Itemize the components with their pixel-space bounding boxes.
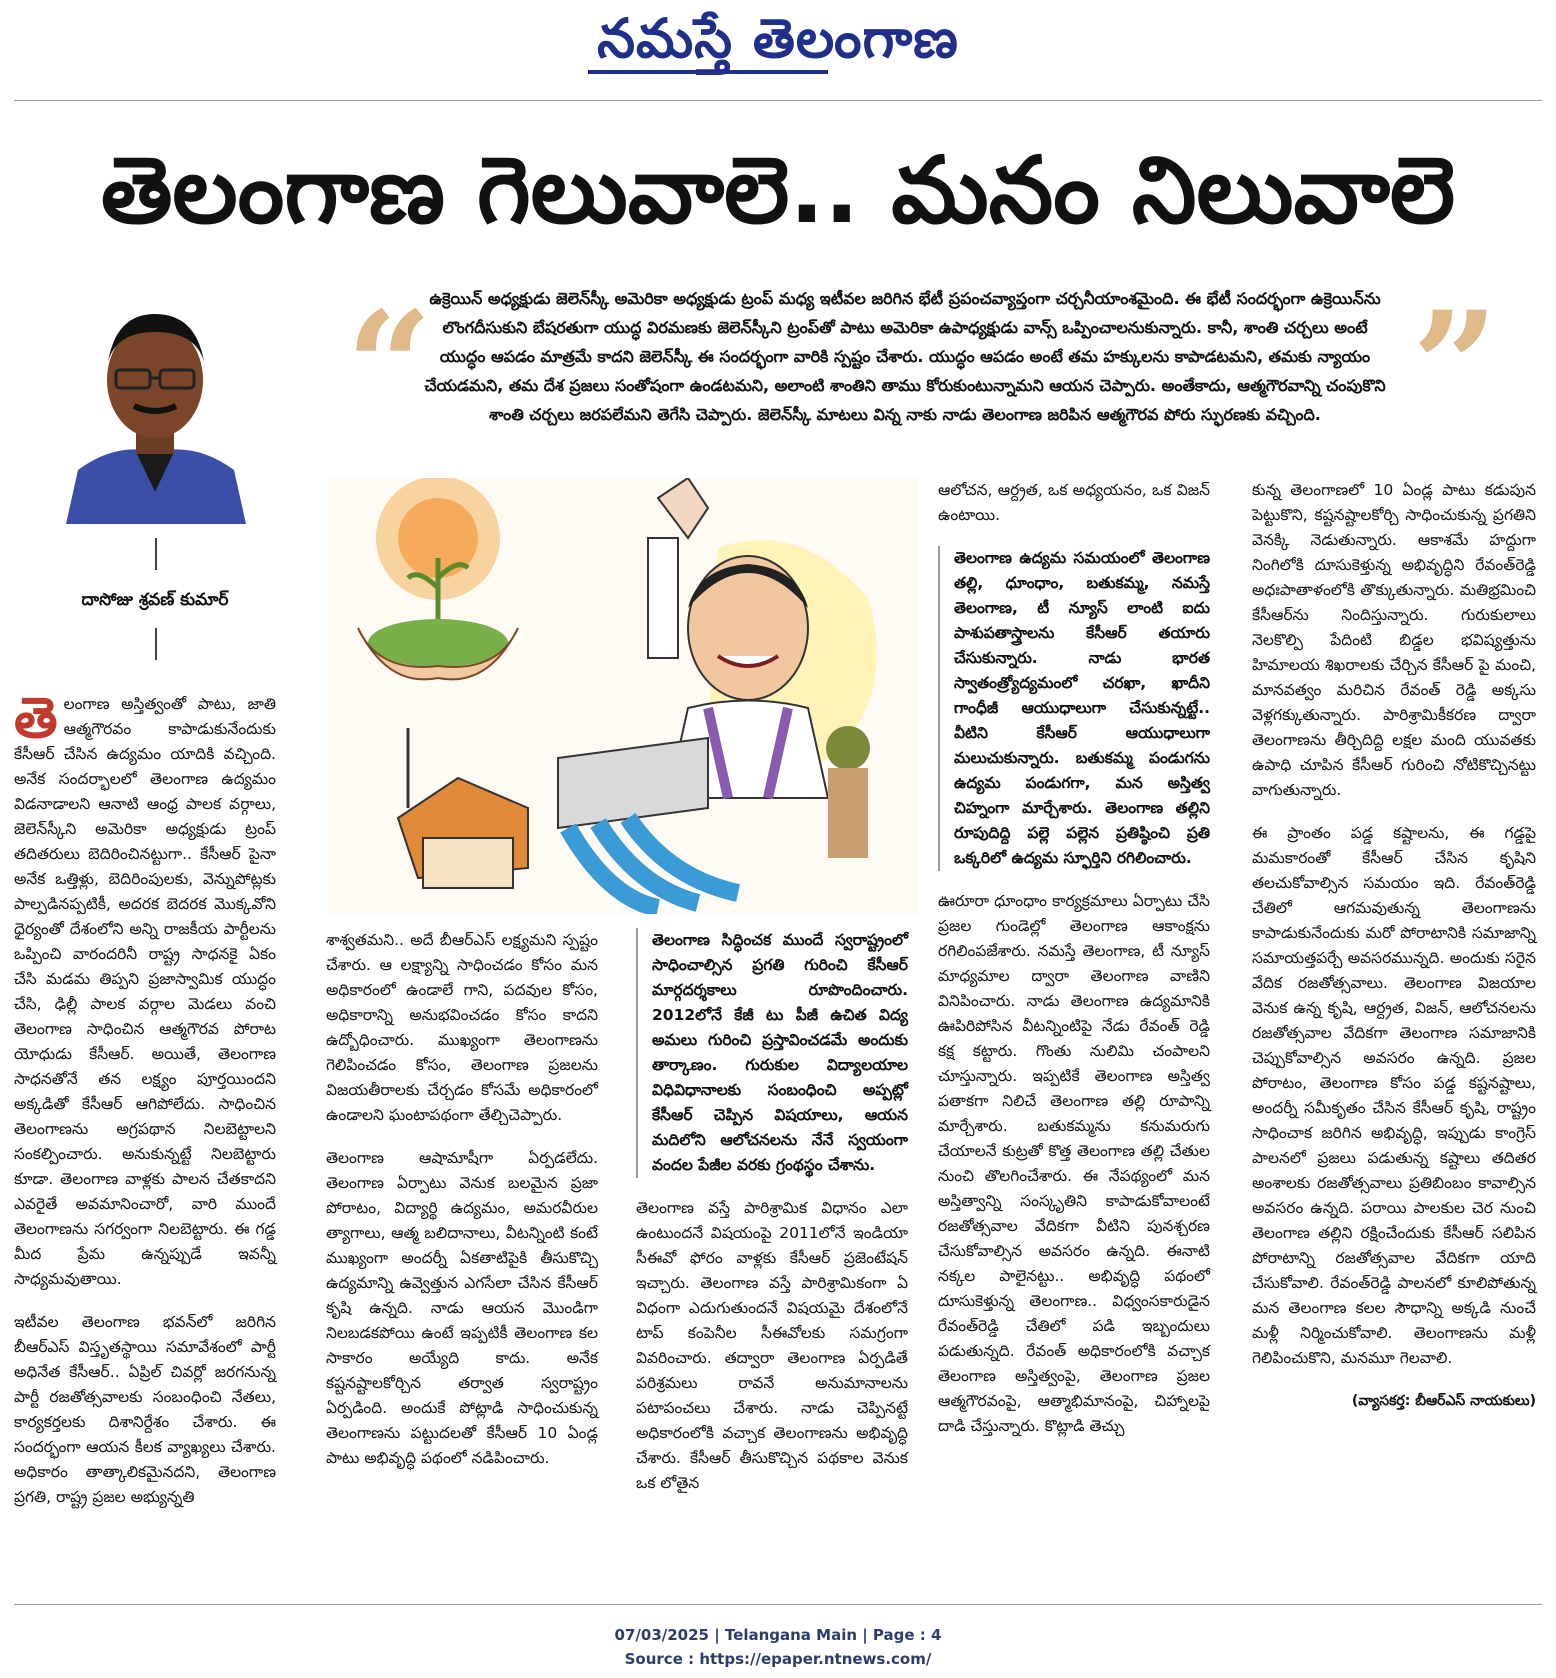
top-divider [14, 100, 1542, 101]
footer-date-line: 07/03/2025 | Telangana Main | Page : 4 [614, 1626, 942, 1644]
article-column-4 [938, 478, 1210, 1457]
masthead-title: నమస్తే తెలంగాణ [597, 6, 959, 70]
article-column-3 [636, 928, 908, 1514]
col5-paragraph-2: ఈ ప్రాంతం పడ్డ కష్టాలను, ఈ గడ్డపై మమకారంతో కేసీఆర్ చేసిన కృషిని తలచుకోవాల్సిన సమయం ఇది. రేవంత్‌రెడ్డి చేతిలో ఆగమవుతున్న తెలంగాణను కాపాడుకునేందుకు మరో పోరాటానికి సమాజాన్ని సమాయత్తపర్చే అవసరమున్నది. అందుకు సరైన వేదిక రజతోత్సవాలు. తెలంగాణ విజయాల వెనుక ఉన్న కృషి, ఆర్ద్రత, విజన్, ఆలోచనలను రజతోత్సవాల వేదికగా తెలంగాణ సమాజానికి చెప్పుకోవాల్సిన అవసరం ఉన్నది. ప్రజల పోరాటం, తెలంగాణ కోసం పడ్డ కష్టనష్టాలు, అందర్నీ సమీకృతం చేసిన కేసీఆర్ కృషి, రాష్ట్రం సాధించాక జరిగిన అభివృద్ధి, ఇప్పుడు కాంగ్రెస్ పాలనలో ప్రజలు పడుతున్న కష్టాలు తదితర అంశాలకు రజతోత్సవాలు ప్రతిబింబం కావాల్సిన అవసరం ఉన్నది. పరాయి పాలకుల చెర నుంచి తెలంగాణ తల్లిని రక్షించేందుకు కేసీఆర్ సలిపిన పోరాటాన్ని రజతోత్సవాల వేదికగా యాది చేసుకోవాలి. రేవంత్‌రెడ్డి పాలనలో కూలిపోతున్న మన తెలంగాణ కలల సౌధాన్ని అక్కడి నుంచే మళ్లీ నిర్మించుకోవాలి. తెలంగాణను మళ్లీ గెలిపించుకొని, మనమూ గెలవాలి. [1252, 824, 1536, 1367]
open-quote-icon: “ [346, 279, 433, 455]
drop-cap: తె [14, 685, 58, 751]
intro-pullquote: ఉక్రెయిన్ అధ్యక్షుడు జెలెన్‌స్కీ అమెరికా అధ్యక్షుడు ట్రంప్ మధ్య ఇటీవల జరిగిన భేటీ ప్రపంచవ్యాప్తంగా చర్చనీయాంశమైంది. ఈ భేటీ సందర్భంగా ఉక్రెయిన్‌ను లొంగదీసుకుని బేషరతుగా యుద్ధ విరమణకు జెలెన్‌స్కీని ట్రంప్‌తో పాటు అమెరికా ఉపాధ్యక్షుడు వాన్స్ ఒప్పించాలనుకున్నారు. కానీ, శాంతి చర్చలు అంటే యుద్ధం ఆపడం మాత్రమే కాదని జెలెన్‌స్కీ ఈ సందర్భంగా వారికి స్పష్టం చేశారు. యుద్ధం ఆపడం అంటే తమ హక్కులను కాపాడటమని, తమకు న్యాయం చేయడమని, తమ దేశ ప్రజలు సంతోషంగా ఉండటమని, అలాంటి శాంతిని తాము కోరుకుంటున్నామని ఆయన చెప్పారు. అంతేకాదు, ఆత్మగౌరవాన్ని చంపుకొని శాంతి చర్చలు జరపలేమని తెగేసి చెప్పారు. జెలెన్‌స్కీ మాటలు విన్న నాకు నాడు తెలంగాణ జరిపిన ఆత్మగౌరవ పోరు స్ఫురణకు వచ్చింది. [424, 289, 1386, 424]
article-column-1 [14, 685, 276, 1528]
col4-highlight-box: తెలంగాణ ఉద్యమ సమయంలో తెలంగాణ తల్లి, ధూంధాం, బతుకమ్మ, నమస్తే తెలంగాణ, టీ న్యూస్ లాంటి ఐదు పాశుపతాస్త్రాలను కేసీఆర్ తయారు చేసుకున్నారు. నాడు భారత స్వాతంత్ర్యోద్యమంలో చరఖా, ఖాదీని గాంధీజీ ఆయుధాలుగా చేసుకున్నట్టే.. వీటిని కేసీఆర్ ఆయుధాలుగా మలుచుకున్నారు. బతుకమ్మ పండుగను ఉద్యమ పండుగగా, మన అస్తిత్వ చిహ్నంగా మార్చేశారు. తెలంగాణ తల్లిని రూపుదిద్ది పల్లె పల్లెన ప్రతిష్ఠించి ప్రతి ఒక్కరిలో ఉద్యమ స్ఫూర్తిని రగిలించారు. [938, 546, 1210, 871]
article-column-2 [326, 928, 598, 1489]
col2-paragraph-2: తెలంగాణ ఆషామాషీగా ఏర్పడలేదు. తెలంగాణ ఏర్పాటు వెనుక బలమైన ప్రజా పోరాటం, విద్యార్థి ఉద్యమం, అమరవీరుల త్యాగాలు, ఆత్మ బలిదానాలు, వీటన్నింటి కంటే ముఖ్యంగా అందర్నీ ఏకతాటిపైకి తీసుకొచ్చి ఉద్యమాన్ని ఉవ్వెత్తున ఎగసేలా చేసిన కేసీఆర్ కృషి ఉన్నది. నాడు ఆయన మొండిగా నిలబడకపోయి ఉంటే ఇప్పటికీ తెలంగాణ కల సాకారం అయ్యేది కాదు. అనేక కష్టనష్టాలకోర్చిన తర్వాత స్వరాష్ట్రం ఏర్పడింది. అందుకే పోట్లాడి సాధించుకున్న తెలంగాణను పట్టుదలతో కేసీఆర్ 10 ఏండ్ల పాటు అభివృద్ధి పథంలో నడిపించారు. [326, 1149, 598, 1467]
col2-paragraph-1: శాశ్వతమని.. అదే బీఆర్‌ఎస్ లక్ష్యమని స్పష్టం చేశారు. ఆ లక్ష్యాన్ని సాధించడం కోసం మన అధికారంలో ఉండాలే గాని, పదవుల కోసం, అధికారాన్ని అనుభవించడం కోసం కాదని ఉద్బోధించారు. ముఖ్యంగా తెలంగాణను గెలిపించడం కోసం, తెలంగాణ ప్రజలను విజయతీరాలకు చేర్చడం కోసమే అధికారంలో ఉండాలని ఘంటాపథంగా తేల్చిచెప్పారు. [326, 931, 598, 1124]
illustration [328, 478, 918, 914]
author-signature: (వ్యాసకర్త: బీఆర్‌ఎస్ నాయకులు) [1351, 1393, 1536, 1409]
byline-bar-bottom [155, 628, 157, 660]
col1-paragraph-1: లంగాణ అస్తిత్వంతో పాటు, జాతి ఆత్మగౌరవం కాపాడుకునేందుకు కేసీఆర్ చేసిన ఉద్యమం యాదికి వచ్చింది. అనేక సందర్భాలలో తెలంగాణ ఉద్యమం విడనాడాలని ఆనాటి ఆంధ్ర పాలక వర్గాలు, జెలెన్‌స్కీని అమెరికా అధ్యక్షుడు ట్రంప్ తదితరులు బెదిరించినట్టుగా.. కేసీఆర్ పైనా అనేక ఒత్తిళ్లు, బెదిరింపులకు, వెన్నుపోట్లకు పాల్పడినప్పటికీ, అదరక బెదరక మొక్కవోని ధైర్యంతో దేశంలోని అన్ని రాజకీయ పార్టీలను ఒప్పించి వారందరినీ రాష్ట్ర సాధనకై ఏకం చేసి మడమ తిప్పని ప్రజాస్వామిక యుద్ధం చేసి, ఢిల్లీ పాలక వర్గాల మెడలు వంచి తెలంగాణ సాధించిన ఆత్మగౌరవ పోరాట యోధుడు కేసీఆర్. అయితే, తెలంగాణ సాధనతోనే తన లక్ష్యం పూర్తయిందని అక్కడితో కేసీఆర్ ఆగిపోలేదు. సాధించిన తెలంగాణను అగ్రపథాన నిలబెట్టాలని సంకల్పించారు. అనుకున్నట్టే నిలబెట్టారు కూడా. తెలంగాణ వాళ్లకు పాలన చేతకాదని ఎవరైతే అవమానించారో, వారి ముందే తెలంగాణను సగర్వంగా నిలబెట్టారు. ఈ గడ్డ మీద ప్రేమ ఉన్నప్పుడే ఇవన్నీ సాధ్యమవుతాయి. [14, 695, 276, 1288]
col1-paragraph-2: ఇటీవల తెలంగాణ భవన్‌లో జరిగిన బీఆర్‌ఎస్ విస్తృతస్థాయి సమావేశంలో పార్టీ అధినేత కేసీఆర్.. ఏప్రిల్ చివర్లో జరగనున్న పార్టీ రజతోత్సవాలకు సంబంధించి నేతలు, కార్యకర్తలకు దిశానిర్దేశం చేశారు. ఈ సందర్భంగా ఆయన కీలక వ్యాఖ్యలు చేశారు. అధికారం తాత్కాలికమైనదని, తెలంగాణ ప్రగతి, రాష్ట్ర ప్రజల అభ్యున్నతి [14, 1313, 276, 1506]
footer-source-line: Source : https://epaper.ntnews.com/ [624, 1650, 932, 1668]
masthead [0, 6, 1556, 84]
masthead-underline [588, 70, 828, 74]
byline-bar-top [155, 538, 157, 570]
col4-paragraph-2: ఊరూరా ధూంధాం కార్యక్రమాలు ఏర్పాటు చేసి ప్రజల గుండెల్లో తెలంగాణ ఆకాంక్షను రగిలింపజేశారు. నమస్తే తెలంగాణ, టీ న్యూస్ మాధ్యమాల ద్వారా తెలంగాణ వాణిని వినిపించారు. నాడు తెలంగాణ ఉద్యమానికి ఊపిరిపోసిన వీటన్నింటిపై నేడు రేవంత్ రెడ్డి కక్ష కట్టారు. గొంతు నులిమి చంపాలని చూస్తున్నారు. ఇప్పటికే తెలంగాణ అస్తిత్వ పతాకగా నిలిచే తెలంగాణ తల్లి రూపాన్ని మార్చేశారు. బతుకమ్మను కనుమరుగు చేయాలనే కుట్రతో కొత్త తెలంగాణ తల్లి చేతుల నుంచి తొలగించేశారు. ఈ నేపథ్యంలో మన అస్తిత్వాన్ని సంస్కృతిని కాపాడుకోవాలంటే రజతోత్సవాల వేదికగా వీటిని పునశ్చరణ చేసుకోవాల్సిన అవసరం ఉన్నది. ఈనాటి నక్కల పాలైనట్టు.. అభివృద్ధి పథంలో దూసుకెళ్తున్న తెలంగాణ.. విధ్వంసకారుడైన రేవంత్‌రెడ్డి చేతిలో పడి ఇబ్బందులు పడుతున్నది. రేవంత్ అధికారంలోకి వచ్చాక తెలంగాణ అస్తిత్వంపై, తెలంగాణ ప్రజల ఆత్మగౌరవంపై, ఆత్మాభిమానంపై, చిహ్నాలపై దాడి చేస్తున్నారు. కొట్లాడి తెచ్చు [938, 892, 1210, 1435]
author-photo [56, 292, 254, 524]
article-column-5 [1252, 478, 1536, 1414]
close-quote-icon: ” [1412, 279, 1499, 455]
col3-paragraph-2: తెలంగాణ వస్తే పారిశ్రామిక విధానం ఎలా ఉంటుందనే విషయంపై 2011లోనే ఇండియా సీఈవో ఫోరం వాళ్లకు కేసీఆర్ ప్రజెంటేషన్ ఇచ్చారు. తెలంగాణ వస్తే పారిశ్రామికంగా ఏ విధంగా ఎదుగుతుందనే విషయమై దేశంలోనే టాప్ కంపెనీల సీఈవోలకు సమగ్రంగా వివరించారు. తద్వారా తెలంగాణ ఏర్పడితే పరిశ్రమలు రావనే అనుమానాలను పటాపంచలు చేశారు. నాడు చెప్పినట్టే అధికారంలోకి వచ్చాక తెలంగాణను అభివృద్ధి చేశారు. కేసీఆర్ తీసుకొచ్చిన పథకాల వెనుక ఒక లోతైన [636, 1199, 908, 1492]
col3-highlight-paragraph: తెలంగాణ సిద్ధించక ముందే స్వరాష్ట్రంలో సాధించాల్సిన ప్రగతి గురించి కేసీఆర్ మార్గదర్శకాలు రూపొందించారు. 2012లోనే కేజీ టు పీజీ ఉచిత విద్య అమలు గురించి ప్రస్తావించడమే అందుకు తార్కాణం. గురుకుల విద్యాలయాల విధివిధానాలకు సంబంధించి అప్పట్లో కేసీఆర్ చెప్పిన విషయాలు, ఆయన మదిలోని ఆలోచనలను నేనే స్వయంగా వందల పేజీల వరకు గ్రంథస్థం చేశాను. [636, 928, 908, 1178]
col5-paragraph-1: కున్న తెలంగాణలో 10 ఏండ్ల పాటు కడుపున పెట్టుకొని, కష్టనష్టాలకోర్చి సాధించుకున్న ప్రగతిని వెనక్కి నెడుతున్నారు. ఆకాశమే హద్దుగా నింగిలోకి దూసుకెళ్తున్న అభివృద్ధిని రేవంత్‌రెడ్డి అధఃపాతాళంలోకి తొక్కుతున్నారు. మతిభ్రమించి కేసీఆర్‌ను నిందిస్తున్నారు. గురుకులాలు నెలకొల్పి పేదింటి బిడ్డల భవిష్యత్తును హిమాలయ శిఖరాలకు చేర్చిన కేసీఆర్ పై మంచి, మానవత్వం మరిచిన రేవంత్ రెడ్డి అక్కసు వెళ్లగక్కుతున్నారు. పారిశ్రామికీకరణ ద్వారా తెలంగాణను తీర్చిదిద్ది లక్షల మంది యువతకు ఉపాధి చూపిన కేసీఆర్ గురించి నోటికొచ్చినట్టు వాగుతున్నారు. [1252, 481, 1536, 799]
author-byline: దాసోజు శ్రవణ్ కుమార్ [81, 590, 229, 610]
col4-paragraph-1: ఆలోచన, ఆర్ద్రత, ఒక అధ్యయనం, ఒక విజన్ ఉంటాయి. [938, 481, 1210, 524]
headline: తెలంగాణ గెలువాలె.. మనం నిలువాలె [100, 137, 1456, 244]
bottom-divider [14, 1604, 1542, 1605]
